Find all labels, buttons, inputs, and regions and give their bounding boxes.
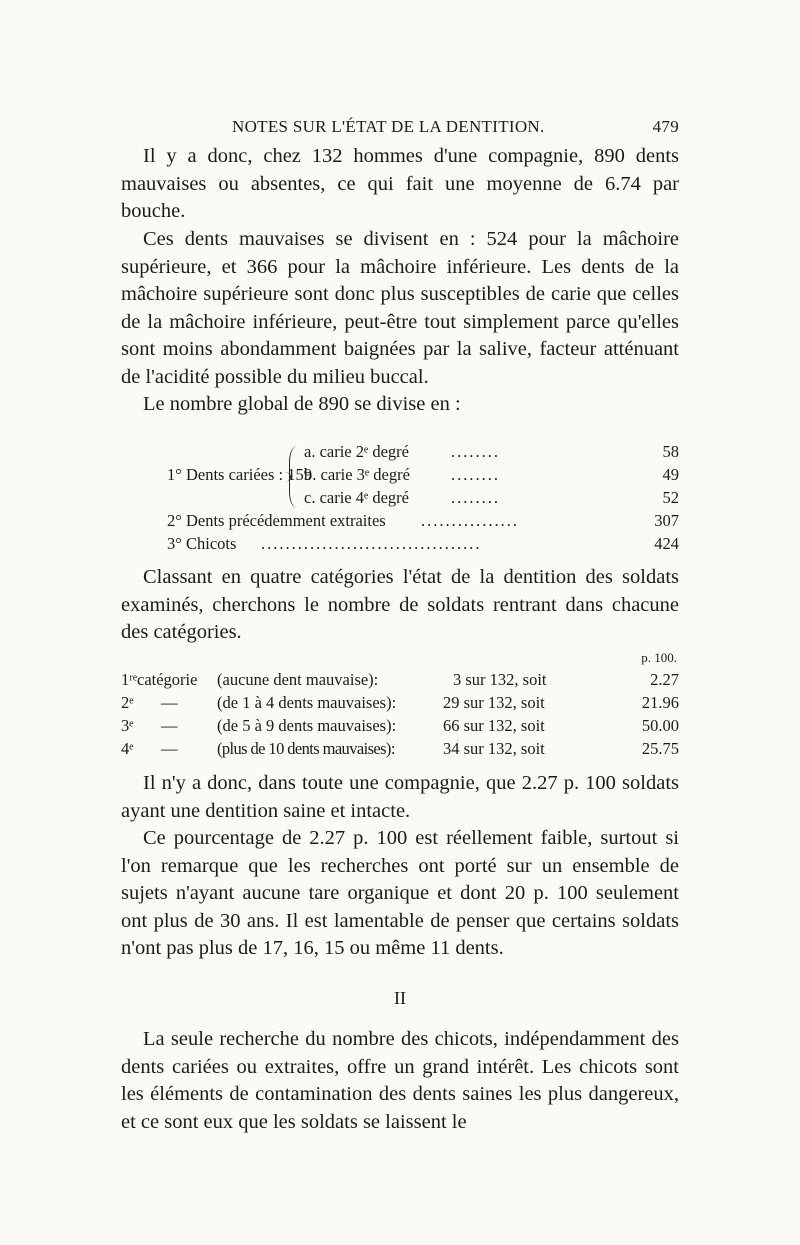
category-desc: (plus de 10 dents mauvaises):	[217, 739, 395, 758]
category-rank: 3ᵉ	[121, 716, 134, 735]
paragraph-2: Ces dents mauvaises se divisent en : 524 pour la mâchoire supérieure, et 366 pour la mâchoire inférieure. Les dents de la mâchoire supérieure sont donc plus susceptibles de carie que celles de la mâchoire inférieure, peut-être tout simplement parce qu'elles sont moins abondamment baignées par la salive, facteur atténuant de l'acidité possible du milieu buccal.	[121, 228, 679, 388]
leader-dots: ........	[451, 465, 500, 484]
row-value: 307	[654, 511, 679, 530]
category-rank: 2ᵉ	[121, 693, 134, 712]
category-desc: (de 5 à 9 dents mauvaises):	[217, 716, 397, 735]
leader-dots: ....................................	[261, 534, 482, 553]
table-row	[121, 488, 679, 510]
table-row	[121, 670, 679, 692]
category-rank: 1ʳᵉ	[121, 670, 138, 689]
row-label: 3° Chicots	[167, 534, 237, 553]
row-value: 58	[662, 442, 679, 461]
category-desc: (de 1 à 4 dents mauvaises):	[217, 693, 397, 712]
table-row	[121, 716, 679, 738]
table-row	[121, 693, 679, 715]
table-row	[121, 511, 679, 533]
running-title: NOTES SUR L'ÉTAT DE LA DENTITION.	[232, 117, 545, 136]
category-percent: 25.75	[641, 739, 679, 758]
category-count: 3 sur 132, soit	[453, 670, 547, 689]
paragraph-7: La seule recherche du nombre des chicots, indépendamment des dents cariées ou extraites, offre un grand intérêt. Les chicots sont les éléments de contamination des dents saines les plus dangereux, et ce sont eux que les soldats se laissent le	[121, 1028, 679, 1133]
row-value: 424	[654, 534, 679, 553]
group-label: 1° Dents cariées : 159	[167, 465, 312, 484]
paragraph-6: Ce pourcentage de 2.27 p. 100 est réellement faible, surtout si l'on remarque que les recherches ont porté sur un ensemble de sujets n'ayant aucune tare organique et dont 20 p. 100 seulement ont plus de 30 ans. Il est lamentable de penser que certains soldats n'ont pas plus de 17, 16, 15 ou même 11 dents.	[121, 827, 679, 959]
section-number: II	[394, 988, 406, 1008]
page-number: 479	[652, 117, 679, 136]
table-row	[121, 442, 679, 464]
row-value: 49	[662, 465, 679, 484]
unit-label: p. 100.	[641, 650, 677, 665]
category-percent: 2.27	[650, 670, 679, 689]
row-label: a. carie 2ᵉ degré	[304, 442, 409, 461]
paragraph-4: Classant en quatre catégories l'état de la dentition des soldats examinés, cherchons le nombre de soldats rentrant dans chacune des catégories.	[121, 566, 679, 643]
table-row	[121, 465, 679, 487]
category-dash: —	[161, 716, 178, 735]
category-dash: —	[161, 693, 178, 712]
leader-dots: ........	[451, 442, 500, 461]
paragraph-3: Le nombre global de 890 se divise en :	[143, 393, 461, 415]
unit-row	[121, 650, 679, 672]
category-word: catégorie	[137, 670, 198, 689]
category-dash: —	[161, 739, 178, 758]
table-row	[121, 534, 679, 556]
row-label: 2° Dents précédemment extraites	[167, 511, 386, 530]
category-count: 66 sur 132, soit	[443, 716, 545, 735]
row-label: c. carie 4ᵉ degré	[304, 488, 409, 507]
category-percent: 50.00	[641, 716, 679, 735]
row-label: b. carie 3ᵉ degré	[304, 465, 410, 484]
row-value: 52	[662, 488, 679, 507]
category-percent: 21.96	[641, 693, 679, 712]
leader-dots: ................	[421, 511, 519, 530]
category-count: 34 sur 132, soit	[443, 739, 545, 758]
leader-dots: ........	[451, 488, 500, 507]
paragraph-5: Il n'y a donc, dans toute une compagnie, que 2.27 p. 100 soldats ayant une dentition saine et intacte.	[121, 772, 679, 822]
table-row	[121, 739, 679, 761]
category-desc: (aucune dent mauvaise):	[217, 670, 379, 689]
category-rank: 4ᵉ	[121, 739, 134, 758]
paragraph-1: Il y a donc, chez 132 hommes d'une compagnie, 890 dents mauvaises ou absentes, ce qui fait une moyenne de 6.74 par bouche.	[121, 145, 679, 222]
category-count: 29 sur 132, soit	[443, 693, 545, 712]
